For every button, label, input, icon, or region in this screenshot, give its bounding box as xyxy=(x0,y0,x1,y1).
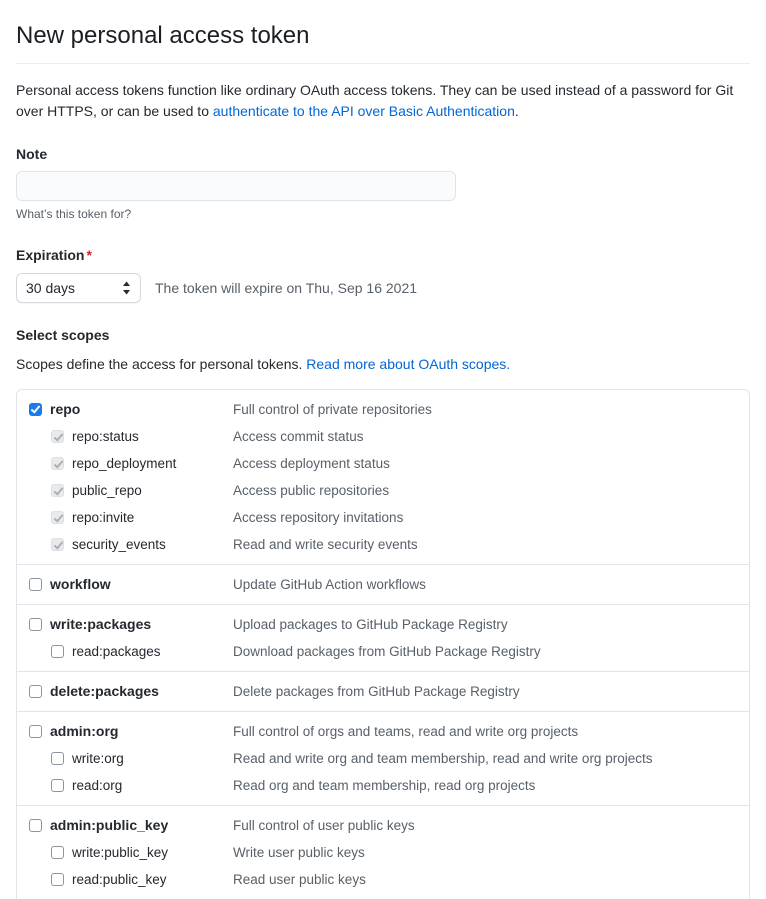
scope-name-cell xyxy=(17,480,233,501)
scope-checkbox[interactable] xyxy=(51,873,64,886)
scopes-intro-text: Scopes define the access for personal tokens. xyxy=(16,356,307,372)
scope-description: Delete packages from GitHub Package Registry xyxy=(233,684,520,699)
scope-description: Access repository invitations xyxy=(233,510,404,525)
scopes-intro xyxy=(16,354,750,375)
scopes-table xyxy=(16,389,750,899)
scope-checkbox[interactable] xyxy=(29,725,42,738)
scope-description: Access commit status xyxy=(233,429,364,444)
scope-row xyxy=(17,504,749,531)
scope-description: Full control of orgs and teams, read and write org projects xyxy=(233,724,579,739)
scope-description: Upload packages to GitHub Package Registry xyxy=(233,617,508,632)
scope-checkbox[interactable] xyxy=(29,578,42,591)
scope-description: Access public repositories xyxy=(233,483,390,498)
intro-paragraph xyxy=(16,80,750,122)
scope-name: read:org xyxy=(72,778,123,793)
scope-name-cell xyxy=(17,614,233,635)
scope-group xyxy=(17,564,749,604)
scope-checkbox[interactable] xyxy=(51,779,64,792)
scope-name: delete:packages xyxy=(50,683,159,699)
scope-name-cell xyxy=(17,681,233,702)
scope-name: read:packages xyxy=(72,644,161,659)
scope-checkbox xyxy=(51,538,64,551)
scope-row xyxy=(17,571,749,598)
scope-name: repo_deployment xyxy=(72,456,177,471)
scope-name: workflow xyxy=(50,576,111,592)
scope-name: write:public_key xyxy=(72,845,169,860)
scope-name-cell xyxy=(17,574,233,595)
scope-group xyxy=(17,711,749,805)
scope-description: Update GitHub Action workflows xyxy=(233,577,426,592)
scope-name: repo:status xyxy=(72,429,139,444)
scope-name-cell xyxy=(17,641,233,662)
scope-name-cell xyxy=(17,426,233,447)
scope-name-cell xyxy=(17,534,233,555)
scope-row xyxy=(17,450,749,477)
scope-description: Access deployment status xyxy=(233,456,390,471)
scope-name-cell xyxy=(17,815,233,836)
scope-description: Read and write org and team membership, read and write org projects xyxy=(233,751,653,766)
note-label: Note xyxy=(16,146,48,162)
page-title: New personal access token xyxy=(16,18,750,64)
scope-name: admin:public_key xyxy=(50,817,169,833)
scope-name-cell xyxy=(17,748,233,769)
scope-row xyxy=(17,772,749,799)
scope-description: Read user public keys xyxy=(233,872,366,887)
select-scopes-heading: Select scopes xyxy=(16,327,110,343)
scope-row xyxy=(17,396,749,423)
scope-description: Read org and team membership, read org projects xyxy=(233,778,536,793)
scope-name: security_events xyxy=(72,537,166,552)
expiration-row xyxy=(16,273,750,303)
scope-row xyxy=(17,866,749,893)
expiration-label xyxy=(16,245,750,266)
scope-name: admin:org xyxy=(50,723,119,739)
scope-checkbox[interactable] xyxy=(29,819,42,832)
scope-name: write:packages xyxy=(50,616,152,632)
expiration-select[interactable] xyxy=(16,273,141,303)
scope-row xyxy=(17,678,749,705)
page-container xyxy=(0,18,766,899)
scope-row xyxy=(17,638,749,665)
basic-auth-link[interactable]: authenticate to the API over Basic Authentication xyxy=(212,103,515,119)
scope-description: Write user public keys xyxy=(233,845,365,860)
scope-checkbox xyxy=(51,484,64,497)
scope-name-cell xyxy=(17,507,233,528)
scope-row xyxy=(17,531,749,558)
scope-checkbox xyxy=(51,457,64,470)
scope-group xyxy=(17,805,749,899)
scope-checkbox xyxy=(51,430,64,443)
scope-description: Read and write security events xyxy=(233,537,418,552)
scope-row xyxy=(17,611,749,638)
scope-group xyxy=(17,390,749,564)
oauth-scopes-link[interactable]: Read more about OAuth scopes. xyxy=(306,356,511,372)
scope-checkbox[interactable] xyxy=(29,685,42,698)
note-help-text: What’s this token for? xyxy=(16,207,132,221)
scope-row xyxy=(17,812,749,839)
scope-checkbox[interactable] xyxy=(51,645,64,658)
scope-group xyxy=(17,671,749,711)
scope-name-cell xyxy=(17,399,233,420)
expiration-select-value: 30 days xyxy=(26,279,76,296)
scope-description: Full control of private repositories xyxy=(233,402,432,417)
note-input[interactable] xyxy=(16,171,456,201)
scope-checkbox xyxy=(51,511,64,524)
expiration-label-text: Expiration xyxy=(16,247,85,263)
scope-name: read:public_key xyxy=(72,872,167,887)
required-asterisk: * xyxy=(86,247,92,263)
select-caret-icon xyxy=(122,281,131,295)
scope-checkbox[interactable] xyxy=(29,403,42,416)
scope-description: Download packages from GitHub Package Registry xyxy=(233,644,541,659)
intro-text: Personal access tokens function like ordinary OAuth access tokens. They can be used instead of a password for Git over HTTPS, or can be used to xyxy=(16,82,734,119)
scope-row xyxy=(17,718,749,745)
scope-checkbox[interactable] xyxy=(29,618,42,631)
scope-name: repo:invite xyxy=(72,510,135,525)
scope-description: Full control of user public keys xyxy=(233,818,415,833)
scope-row xyxy=(17,745,749,772)
scope-group xyxy=(17,604,749,671)
scope-name-cell xyxy=(17,775,233,796)
scope-name-cell xyxy=(17,721,233,742)
scope-name: repo xyxy=(50,401,81,417)
scope-name-cell xyxy=(17,453,233,474)
scope-name: public_repo xyxy=(72,483,142,498)
expiration-note: The token will expire on Thu, Sep 16 2021 xyxy=(155,279,418,296)
intro-text-end: . xyxy=(514,103,519,119)
scope-checkbox[interactable] xyxy=(51,752,64,765)
scope-row xyxy=(17,477,749,504)
scope-row xyxy=(17,423,749,450)
scope-name: write:org xyxy=(72,751,124,766)
scope-name-cell xyxy=(17,869,233,890)
